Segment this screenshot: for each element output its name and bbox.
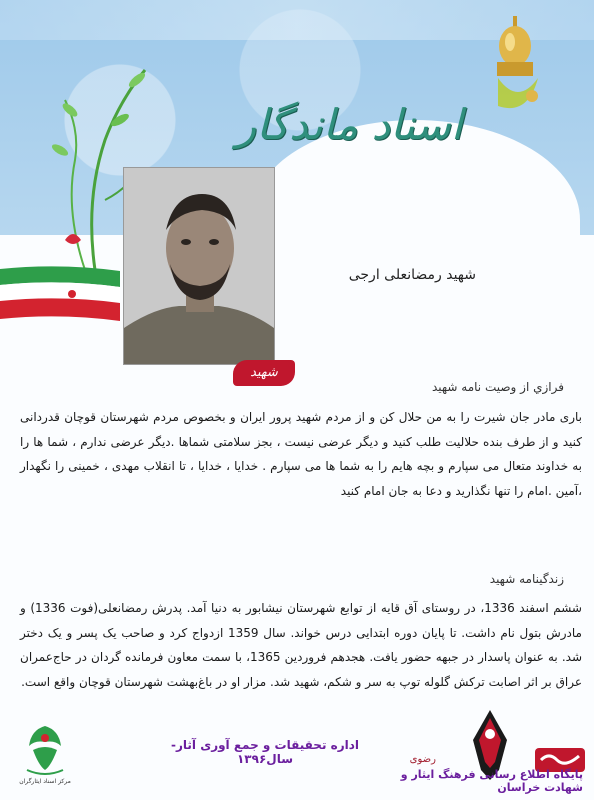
- left-org-caption: مرکز اسناد ایثارگران: [19, 778, 71, 785]
- iran-flag-icon: [0, 265, 120, 325]
- dove-logo-icon: [15, 720, 75, 778]
- martyr-name: شهید رمضانعلی ارجی: [348, 267, 476, 283]
- page-title: اسناد ماندگار: [236, 100, 463, 149]
- shrine-emblem-icon: [488, 16, 546, 120]
- site-subtitle: رضوی: [409, 754, 436, 765]
- will-heading: فرازي از وصيت نامه شهيد: [431, 380, 564, 394]
- shahid-stamp: شهید: [233, 360, 295, 386]
- left-org-logo: [15, 720, 75, 788]
- biography-text: ششم اسفند 1336، در روستای آق قایه از توابع شهرستان نیشابور به دنیا آمد. پدرش رمضانعلی(فوت 1336) و مادرش بتول نام داشت. تا پایان دوره ابتدایی درس خواند. سال 1359 ازدواج کرد و صاحب یک پسر و یک دختر شد. به عنوان پاسدار در جبهه حضور یافت. هجدهم فروردین 1365، با سمت معاون فرمانده گردان در حاج‌عمران عراق بر اثر اصابت ترکش گلوله توپ به سر و شکم، شهید شد. مزار او در باغ‌بهشت شهرستان قوچان واقع است.: [20, 601, 583, 689]
- decorative-arch: [250, 120, 580, 380]
- biography-heading: زندگينامه شهيد: [489, 572, 564, 586]
- will-text: باری مادر جان شیرت را به من حلال کن و از مردم شهید پرور ایران و بخصوص مردم شهرستان قوچان قدردانی کنید و از طرف بنده حلالیت طلب کنید و دیگر عرضی نیست ، بجز سلامتی شماها .دیگر عرضی ندارم ، شما ها را به خداوند متعال می سپارم و بچه هایم را به شما ها می سپارم . خدایا ، خدایا ، تا انقلاب مهدی ، خمینی را نگهدار ،آمین .امام را تنها نگذارید و دعا به جان امام کنید: [20, 410, 582, 498]
- portrait-silhouette-icon: [124, 168, 274, 364]
- footer-credit: اداره تحقیقات و جمع آوری آثار- سال۱۳۹۶: [171, 738, 359, 766]
- site-title: پایگاه اطلاع رسانی فرهنگ ایثار و شهادت خراسان: [400, 768, 583, 794]
- martyr-portrait: [123, 167, 275, 365]
